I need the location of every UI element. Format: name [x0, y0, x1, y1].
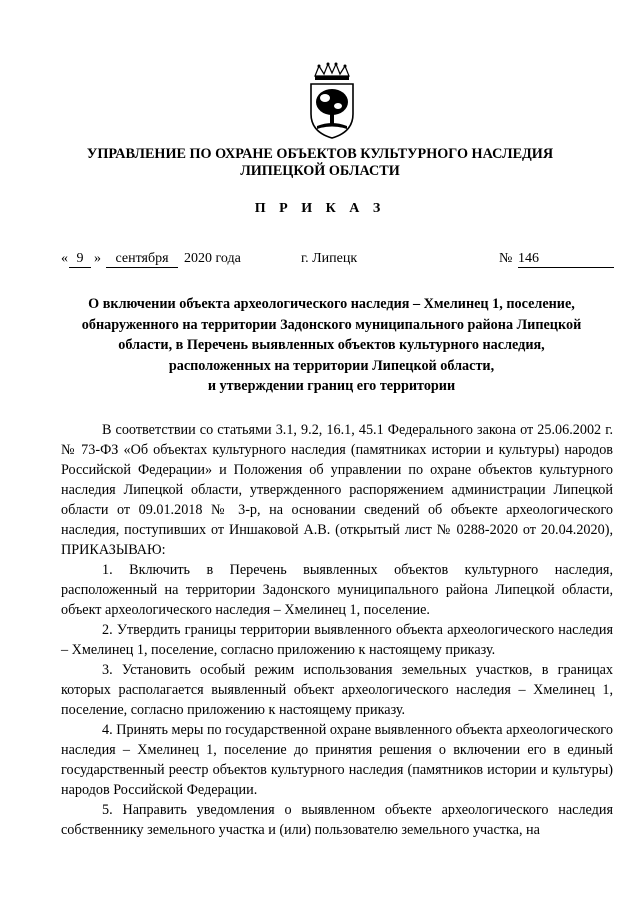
order-title: [54, 294, 609, 397]
coat-of-arms-emblem: [305, 62, 359, 140]
date-day-field: [69, 251, 91, 268]
document-number-field: [518, 251, 614, 268]
item-paragraph-2: 2. Утвердить границы территории выявленного объекта археологического наследия – Хмелинец 1, поселение, согласно приложению к настоящему приказу.: [61, 622, 613, 658]
document-number: 146: [518, 251, 539, 266]
city: г. Липецк: [301, 251, 358, 266]
date-line: [0, 251, 640, 271]
title-line: О включении объекта археологического наследия – Хмелинец 1, поселение,: [88, 296, 575, 312]
item-paragraph-5: 5. Направить уведомления о выявленном объекте археологического наследия собственнику земельного участка и (или) пользователю земельного участка, на: [61, 802, 613, 838]
date-open-quote: «: [61, 251, 68, 266]
title-line: области, в Перечень выявленных объектов культурного наследия,: [118, 337, 545, 353]
date-month-field: [106, 251, 178, 268]
document-type: П Р И К А З: [254, 201, 386, 216]
title-line: обнаруженного на территории Задонского муниципального района Липецкой: [81, 316, 582, 333]
number-sign: №: [499, 251, 513, 266]
date-year: 2020 года: [184, 251, 241, 266]
date-month: сентября: [115, 251, 169, 266]
order-body: [61, 420, 613, 840]
date-close-quote: »: [94, 251, 101, 266]
organization-line-1: УПРАВЛЕНИЕ ПО ОХРАНЕ ОБЪЕКТОВ КУЛЬТУРНОГО НАСЛЕДИЯ: [86, 146, 554, 162]
title-line: и утверждении границ его территории: [207, 378, 456, 394]
organization-line-2: ЛИПЕЦКОЙ ОБЛАСТИ: [240, 163, 400, 179]
title-line: расположенных на территории Липецкой области,: [168, 357, 495, 374]
item-paragraph-3: 3. Установить особый режим использования земельных участков, в границах которых располагается выявленный объект археологического наследия – Хмелинец 1, поселение, согласно приложению к настоящему приказу.: [61, 662, 613, 718]
organization-name: [40, 146, 600, 180]
preamble-paragraph: В соответствии со статьями 3.1, 9.2, 16.1, 45.1 Федерального закона от 25.06.2002 г. № 73-ФЗ «Об объектах культурного наследия (памятниках истории и культуры) народов Российской Федерации» и Положения об управлении по охране объектов культурного наследия Липецкой области, утвержденного распоряжением администрации Липецкой области от 09.01.2018 № 3-р, на основании сведений об объекте археологического наследия, поступивших от Иншаковой А.В. (открытый лист № 0288-2020 от 20.04.2020), ПРИКАЗЫВАЮ:: [61, 422, 613, 558]
item-paragraph-1: 1. Включить в Перечень выявленных объектов культурного наследия, расположенный на территории Задонского муниципального района Липецкой области, объект археологического наследия – Хмелинец 1, поселение.: [61, 562, 613, 618]
date-day: 9: [76, 251, 84, 266]
item-paragraph-4: 4. Принять меры по государственной охране выявленного объекта археологического наследия – Хмелинец 1, поселение до принятия решения о включении его в единый государственный реестр объектов культурного наследия (памятников истории и культуры) народов Российской Федерации.: [61, 722, 613, 798]
